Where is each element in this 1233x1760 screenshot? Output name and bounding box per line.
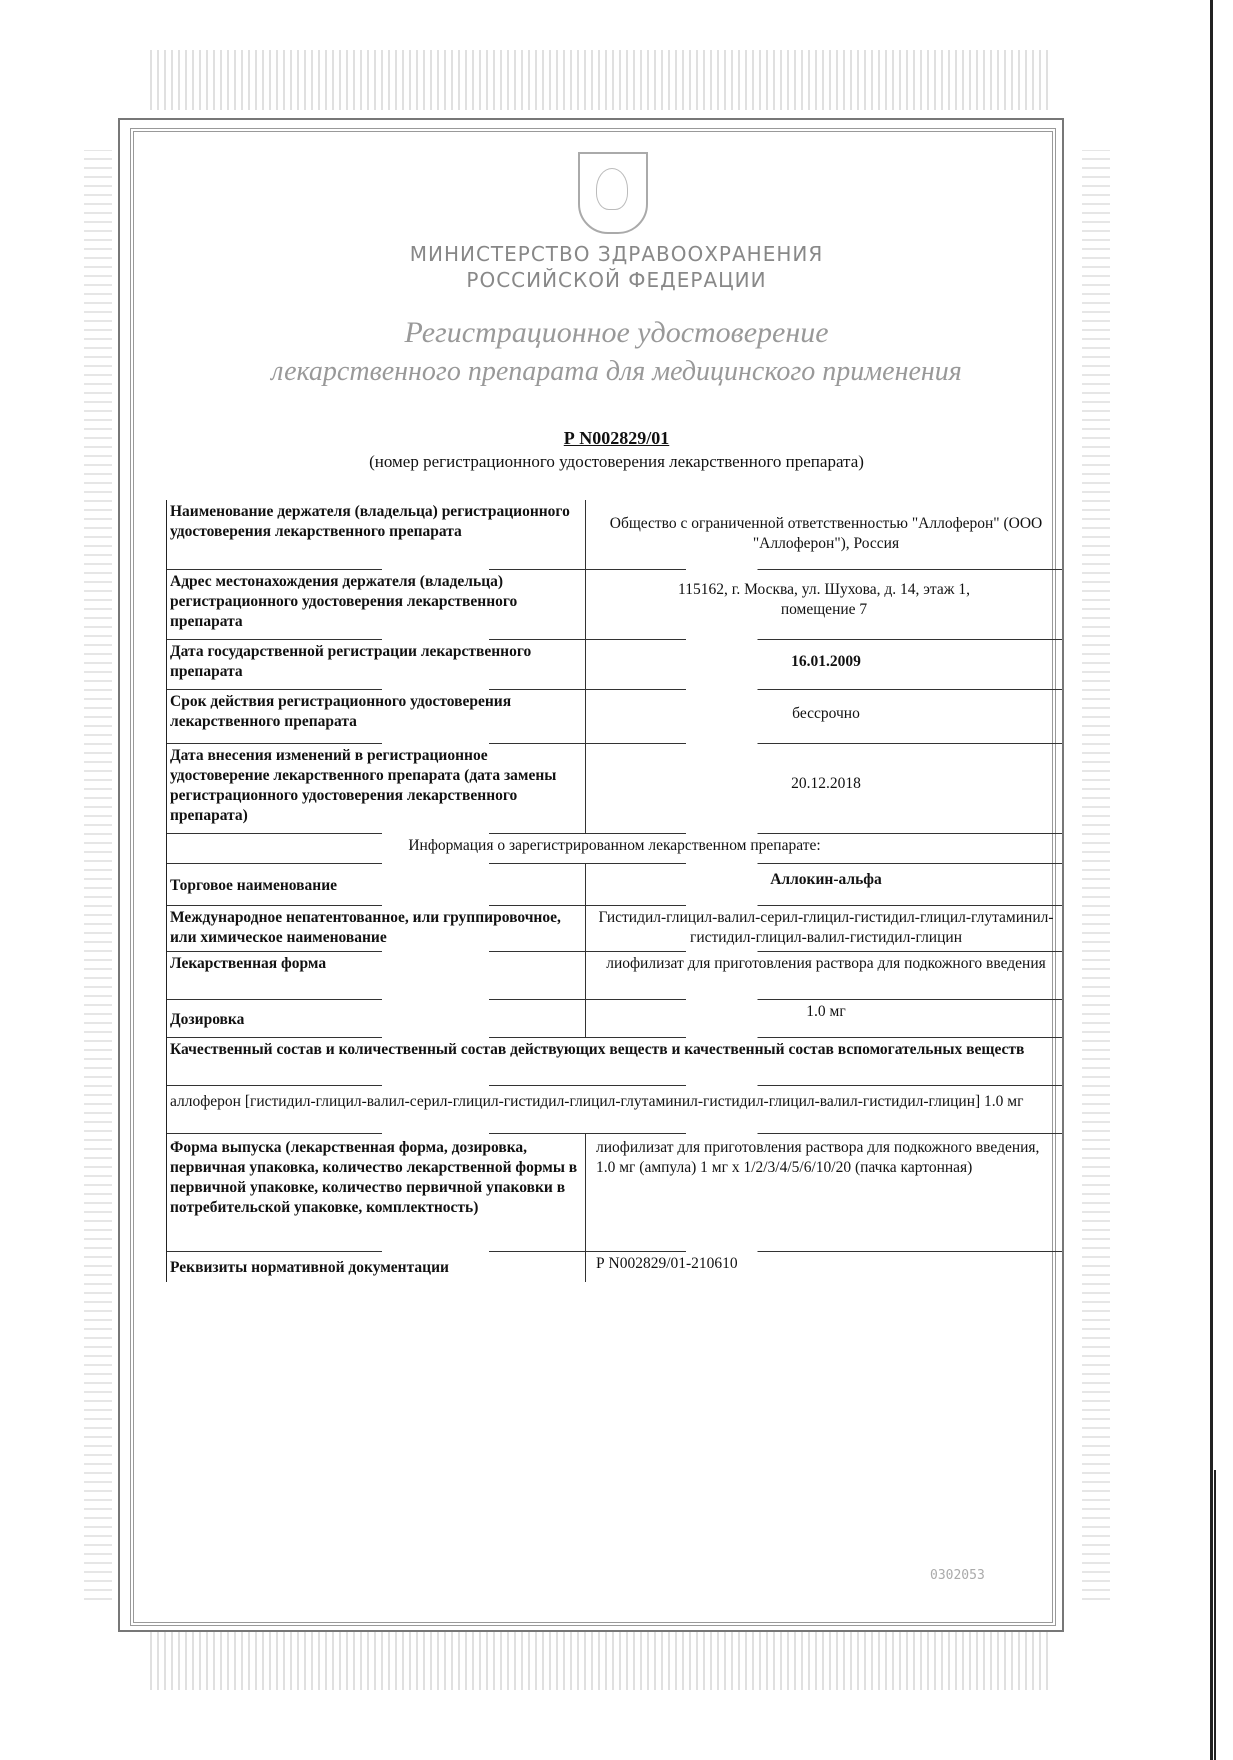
- release-form-value: лиофилизат для приготовления раствора для подкожного введения, 1.0 мг (ампула) 1 мг x 1/2/3/4/5/6/10/20 (пачка картонная): [585, 1134, 1062, 1252]
- dosage-form-row: [166, 952, 1062, 1000]
- composition-text-row: [166, 1086, 1062, 1134]
- top-ornament-band: [150, 50, 1050, 110]
- amendment-date-row: [166, 744, 1062, 834]
- ministry-name-line2: РОССИЙСКОЙ ФЕДЕРАЦИИ: [466, 268, 767, 292]
- certificate-title: Регистрационное удостоверение: [404, 316, 829, 349]
- composition-text: аллоферон [гистидил-глицил-валил-серил-глицил-гистидил-глицил-глутаминил-гистидил-глицил-валил-гистидил-глицин] 1.0 мг: [170, 1093, 1024, 1110]
- registration-number: Р N002829/01: [563, 428, 670, 448]
- holder-name-row: [166, 500, 1062, 570]
- bottom-ornament-band: [150, 1630, 1050, 1690]
- normative-docs-label: Реквизиты нормативной документации: [170, 1259, 449, 1276]
- inn-label: Международное непатентованное, или группировочное, или химическое наименование: [170, 909, 561, 946]
- amendment-date-label: Дата внесения изменений в регистрационное удостоверение лекарственного препарата (дата замены регистрационного удостоверения лекарственного препарата): [170, 747, 557, 824]
- composition-heading-row: [166, 1038, 1062, 1086]
- holder-address-value: 115162, г. Москва, ул. Шухова, д. 14, этаж 1, помещение 7: [585, 570, 1062, 640]
- composition-heading: Качественный состав и количественный состав действующих веществ и качественный состав вспомогательных веществ: [170, 1041, 1025, 1058]
- inn-row: [166, 906, 1062, 952]
- coat-of-arms-icon: [578, 152, 648, 234]
- ministry-name-line1: МИНИСТЕРСТВО ЗДРАВООХРАНЕНИЯ: [409, 242, 824, 266]
- registration-number-caption: (номер регистрационного удостоверения лекарственного препарата): [369, 452, 864, 471]
- dosage-row: [166, 1000, 1062, 1038]
- holder-name-value: Общество с ограниченной ответственностью "Аллоферон" (ООО "Аллоферон"), Россия: [585, 500, 1062, 570]
- dosage-label: Дозировка: [170, 1011, 245, 1028]
- trade-name-value: Аллокин-альфа: [585, 864, 1062, 906]
- validity-label: Срок действия регистрационного удостоверения лекарственного препарата: [170, 693, 512, 730]
- form-serial-code: 0302053: [930, 1568, 985, 1583]
- holder-address-label: Адрес местонахождения держателя (владельца) регистрационного удостоверения лекарственного препарата: [170, 573, 518, 630]
- registration-date-value: 16.01.2009: [585, 640, 1062, 690]
- holder-address-row: [166, 570, 1062, 640]
- trade-name-label: Торговое наименование: [170, 877, 338, 894]
- release-form-label: Форма выпуска (лекарственная форма, дозировка, первичная упаковка, количество лекарственной формы в первичной упаковке, количество первичной упаковки в потребительской упаковке, комплектность): [170, 1139, 578, 1216]
- registration-date-row: [166, 640, 1062, 690]
- validity-row: [166, 690, 1062, 744]
- normative-docs-value: Р N002829/01-210610: [585, 1252, 1062, 1282]
- validity-value: бессрочно: [585, 690, 1062, 744]
- holder-name-label: Наименование держателя (владельца) регистрационного удостоверения лекарственного препарата: [170, 503, 570, 540]
- emblem-eagle-shape: [596, 168, 628, 210]
- info-heading-row: [166, 834, 1062, 864]
- dosage-value: 1.0 мг: [585, 1000, 1062, 1038]
- scan-edge-line-lower: [1214, 1470, 1216, 1760]
- dosage-form-value: лиофилизат для приготовления раствора для подкожного введения: [585, 952, 1062, 1000]
- release-form-row: [166, 1134, 1062, 1252]
- trade-name-row: [166, 864, 1062, 906]
- certificate-subtitle: лекарственного препарата для медицинского применения: [271, 356, 962, 387]
- product-info-heading: Информация о зарегистрированном лекарственном препарате:: [408, 837, 821, 854]
- registration-date-label: Дата государственной регистрации лекарственного препарата: [170, 643, 532, 680]
- dosage-form-label: Лекарственная форма: [170, 955, 327, 972]
- certificate-table: [166, 500, 1062, 1282]
- amendment-date-value: 20.12.2018: [585, 744, 1062, 834]
- inn-value: Гистидил-глицил-валил-серил-глицил-гистидил-глицил-глутаминил-гистидил-глицил-валил-гистидил-глицин: [585, 906, 1062, 952]
- normative-docs-row: [166, 1252, 1062, 1282]
